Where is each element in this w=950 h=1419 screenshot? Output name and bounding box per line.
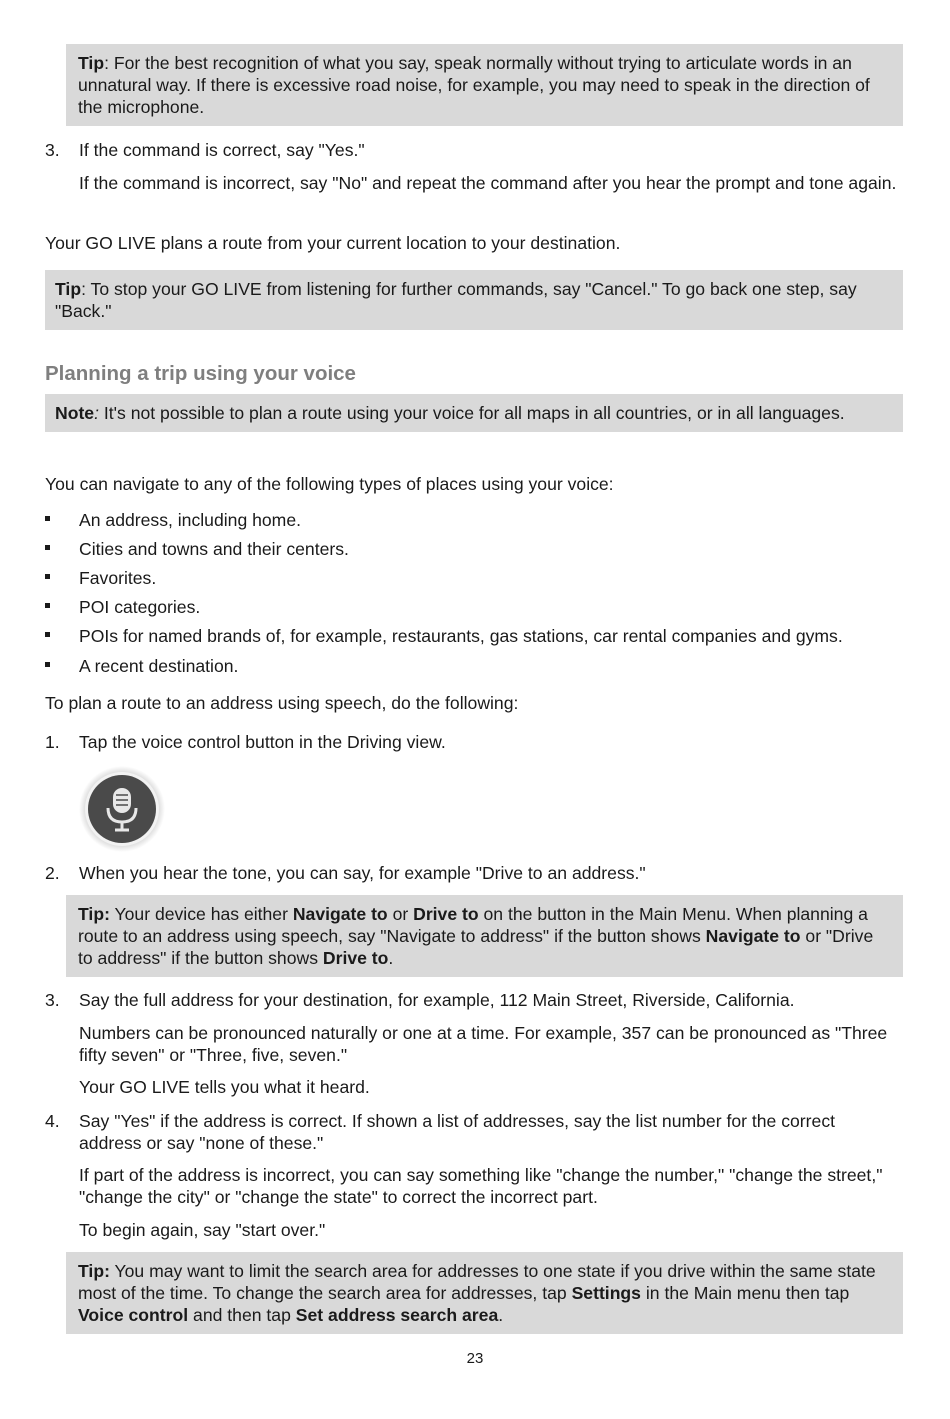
step-text: If the command is correct, say "Yes."	[79, 140, 365, 160]
tip-text: in the Main menu then tap	[640, 1283, 850, 1303]
bullet-item: Favorites.	[79, 568, 157, 588]
step-subtext: If part of the address is incorrect, you can say something like "change the number," "change the street," "change the city" or "change the state" to correct the incorrect part.	[79, 1165, 883, 1207]
tip-text: on the button in the Main Menu. When planning a route to an address using speech, say "Navigate to address" if the button shows	[78, 904, 868, 946]
bullet-marker	[45, 574, 50, 579]
tip-text: : To stop your GO LIVE from listening for further commands, say "Cancel." To go back one step, say "Back."	[55, 279, 857, 321]
paragraph-plans-route: Your GO LIVE plans a route from your current location to your destination.	[45, 233, 621, 253]
bullet-marker	[45, 516, 50, 521]
step-subtext: To begin again, say "start over."	[79, 1220, 326, 1240]
tip-bold-voice-control: Voice control	[78, 1305, 189, 1325]
tip-box-search-area	[66, 1252, 903, 1334]
tip-bold-set-address-search-area: Set address search area	[295, 1305, 499, 1325]
tip-bold-navigate-to: Navigate to	[705, 926, 801, 946]
note-box	[45, 394, 903, 432]
tip-box-cancel	[45, 270, 903, 330]
tip-text: or "Drive to address" if the button shows	[78, 926, 874, 968]
section-heading: Planning a trip using your voice	[45, 362, 356, 385]
tip-label: Tip:	[78, 1261, 110, 1281]
note-label: Note	[55, 403, 95, 423]
bullet-marker	[45, 603, 50, 608]
tip-label: Tip	[78, 53, 105, 73]
voice-control-button-illustration	[78, 765, 166, 853]
step-number: 3.	[45, 140, 60, 160]
tip-bold-drive-to: Drive to	[322, 948, 389, 968]
step-subtext: Numbers can be pronounced naturally or one at a time. For example, 357 can be pronounced as "Three fifty seven" or "Three, five, seven."	[79, 1023, 888, 1065]
tip-bold-navigate-to: Navigate to	[292, 904, 388, 924]
tip-text: or	[387, 904, 414, 924]
step-number: 4.	[45, 1111, 60, 1131]
tip-bold-drive-to: Drive to	[413, 904, 479, 924]
step-text: Say "Yes" if the address is correct. If shown a list of addresses, say the list number for the correct address or say "none of these."	[79, 1111, 835, 1153]
bullet-marker	[45, 545, 50, 550]
step-subtext: If the command is incorrect, say "No" and repeat the command after you hear the prompt and tone again.	[79, 173, 897, 193]
note-colon: :	[94, 403, 99, 423]
note-text: It's not possible to plan a route using your voice for all maps in all countries, or in all languages.	[99, 403, 845, 423]
step-text: Tap the voice control button in the Driving view.	[79, 732, 446, 752]
bullet-marker	[45, 632, 50, 637]
bullet-item: POI categories.	[79, 597, 201, 617]
paragraph-do-following: To plan a route to an address using speech, do the following:	[45, 693, 519, 713]
step-number: 3.	[45, 990, 60, 1010]
tip-text: Your device has either	[109, 904, 293, 924]
bullet-item: POIs for named brands of, for example, restaurants, gas stations, car rental companies and gyms.	[79, 626, 843, 646]
step-subtext: Your GO LIVE tells you what it heard.	[79, 1077, 370, 1097]
tip-label: Tip	[55, 279, 82, 299]
microphone-icon	[78, 765, 166, 853]
step-number: 2.	[45, 863, 60, 883]
bullet-item: Cities and towns and their centers.	[79, 539, 349, 559]
step-text: Say the full address for your destination, for example, 112 Main Street, Riverside, California.	[79, 990, 795, 1010]
tip-box-navigate-drive	[66, 895, 903, 977]
bullet-item: An address, including home.	[79, 510, 302, 530]
bullet-marker	[45, 662, 50, 667]
step-text: When you hear the tone, you can say, for example "Drive to an address."	[79, 863, 646, 883]
step-number: 1.	[45, 732, 60, 752]
tip-text: You may want to limit the search area for addresses to one state if you drive within the same state most of the time. To change the search area for addresses, tap	[78, 1261, 876, 1303]
tip-text: : For the best recognition of what you say, speak normally without trying to articulate words in an unnatural way. If there is excessive road noise, for example, you may need to speak in the direction of the microphone.	[78, 53, 870, 117]
tip-label: Tip:	[78, 904, 110, 924]
tip-text: .	[388, 948, 394, 968]
page-number: 23	[466, 1350, 484, 1367]
bullet-item: A recent destination.	[79, 656, 239, 676]
tip-bold-settings: Settings	[571, 1283, 641, 1303]
paragraph-navigate: You can navigate to any of the following types of places using your voice:	[45, 474, 614, 494]
tip-box-recognition	[66, 44, 903, 126]
tip-text: and then tap	[188, 1305, 296, 1325]
tip-text: .	[498, 1305, 504, 1325]
